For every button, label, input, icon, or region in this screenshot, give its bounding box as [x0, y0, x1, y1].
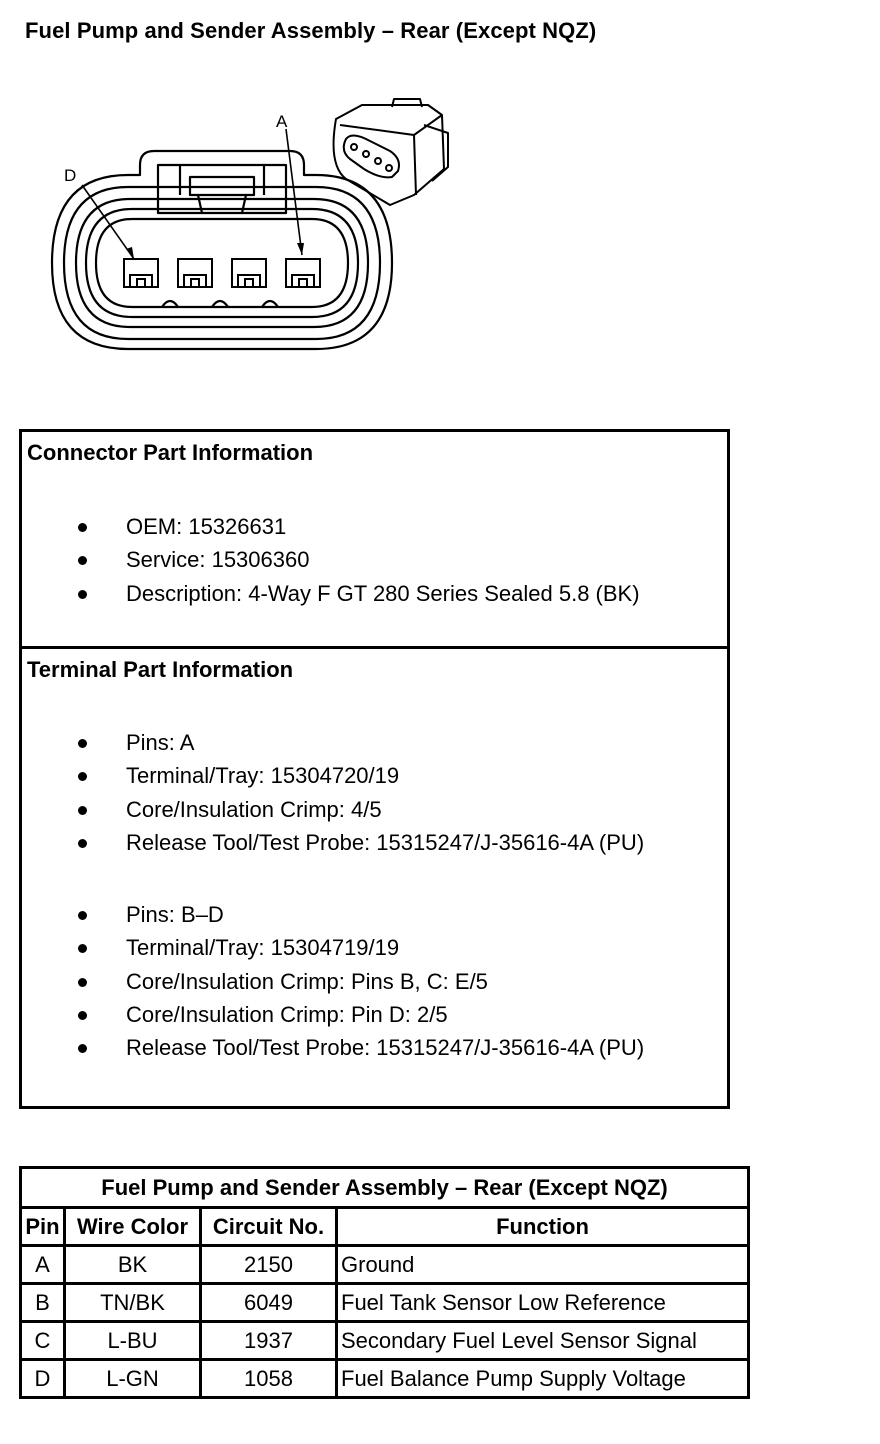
terminal-d — [124, 259, 158, 287]
table-caption: Fuel Pump and Sender Assembly – Rear (Except NQZ) — [21, 1168, 749, 1208]
connector-diagram — [40, 95, 480, 365]
function-cell: Fuel Balance Pump Supply Voltage — [337, 1360, 749, 1398]
table-caption-row — [21, 1168, 749, 1208]
bullet-icon — [78, 772, 87, 781]
terminal-c — [178, 259, 212, 287]
circuit-no-cell: 2150 — [201, 1246, 337, 1284]
circuit-no-cell: 1937 — [201, 1322, 337, 1360]
pin-cell: C — [21, 1322, 65, 1360]
wire-color-cell: L-BU — [65, 1322, 201, 1360]
function-cell: Secondary Fuel Level Sensor Signal — [337, 1322, 749, 1360]
bullet-icon — [78, 1044, 87, 1053]
bullet-icon — [78, 590, 87, 599]
bullet-icon — [78, 739, 87, 748]
table-row — [21, 1246, 749, 1284]
pin-label-a: A — [276, 112, 288, 131]
bullet-icon — [78, 944, 87, 953]
bullet-icon — [78, 911, 87, 920]
terminal-part-info: Terminal Part Information Pins: A Terminal/Tray: 15304720/19 Core/Insulation Crimp: 4/5 Release Tool/Test Probe: 15315247/J-35616-4A (PU) Pins: B–D Terminal/Tray: 15304719/19 Core/Insulation Crimp: Pins B, C: E/5 Core/Insulation Crimp: Pin D: 2/5 Release Tool/Test Probe: 15315247/J-35616-4A (PU) — [27, 657, 645, 1061]
column-header-circuit-no: Circuit No. — [201, 1208, 337, 1246]
terminal-part-info-heading: Terminal Part Information — [27, 657, 294, 682]
function-cell: Fuel Tank Sensor Low Reference — [337, 1284, 749, 1322]
bullet-icon — [78, 806, 87, 815]
terminal-b — [232, 259, 266, 287]
column-header-function: Function — [337, 1208, 749, 1246]
table-row — [21, 1360, 749, 1398]
table-header-row — [21, 1208, 749, 1246]
page-title: Fuel Pump and Sender Assembly – Rear (Except NQZ) — [25, 18, 597, 43]
connector-outer-shell — [52, 151, 392, 349]
bullet-icon — [78, 556, 87, 565]
bullet-icon — [78, 978, 87, 987]
pin-cell: A — [21, 1246, 65, 1284]
circuit-no-cell: 1058 — [201, 1360, 337, 1398]
table-row — [21, 1284, 749, 1322]
bullet-icon — [78, 1011, 87, 1020]
table-row — [21, 1322, 749, 1360]
pin-table — [19, 1166, 750, 1399]
wire-color-cell: TN/BK — [65, 1284, 201, 1322]
column-header-pin: Pin — [21, 1208, 65, 1246]
connector-part-info-heading: Connector Part Information — [27, 440, 314, 465]
wire-color-cell: L-GN — [65, 1360, 201, 1398]
circuit-no-cell: 6049 — [201, 1284, 337, 1322]
bullet-icon — [78, 839, 87, 848]
wire-color-cell: BK — [65, 1246, 201, 1284]
pin-label-d: D — [64, 166, 77, 185]
connector-3d-view — [334, 99, 448, 205]
pin-cell: D — [21, 1360, 65, 1398]
column-header-wire-color: Wire Color — [65, 1208, 201, 1246]
bullet-icon — [78, 523, 87, 532]
pin-cell: B — [21, 1284, 65, 1322]
connector-part-info: Connector Part Information OEM: 15326631 Service: 15306360 Description: 4-Way F GT 280 Series Sealed 5.8 (BK) — [22, 432, 727, 649]
terminal-a — [286, 259, 320, 287]
function-cell: Ground — [337, 1246, 749, 1284]
part-information-box — [19, 429, 730, 1109]
